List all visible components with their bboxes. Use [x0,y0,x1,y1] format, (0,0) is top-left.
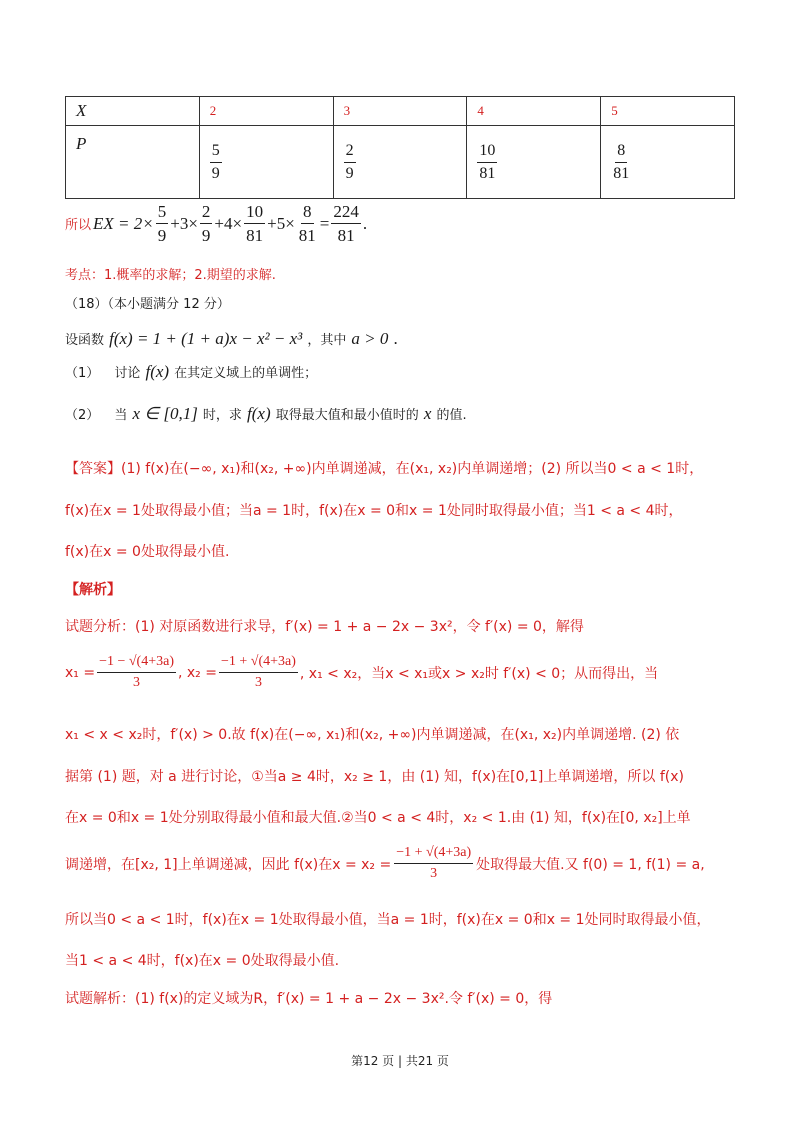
fraction: $\frac{8}{81}$ [298,202,316,245]
table-cell [333,126,467,199]
table-cell: 2 [199,97,333,126]
part-math: x [423,404,432,423]
part-text: 时，求 [202,408,242,423]
table-row-label: X [66,97,200,126]
condition: a > 0 [351,329,389,348]
table-cell: 3 [333,97,467,126]
intro-text: 设函数 [65,333,105,348]
analysis-text: x₁ = [65,664,96,681]
part-text: 取得最大值和最小值时的 [275,408,419,423]
operator: +3× [170,213,198,233]
analysis-title: 【解析】 [65,582,121,598]
analysis-line-3: x₁ < x < x₂时，f′(x) > 0.故 f(x)在(−∞, x₁)和(x₂, +∞)内单调递减，在(x₁, x₂)内单调递增. (2) 依 [65,727,680,743]
analysis-text: 调递增，在[x₂, 1]上单调递减，因此 f(x)在x = x₂ = [65,856,392,873]
table-cell [467,126,601,199]
expectation-lhs: EX = 2× [93,213,154,233]
fraction: $\frac{8}{81}$ [613,141,630,182]
table-cell [199,126,333,199]
problem-intro [65,329,398,349]
distribution-table [65,96,735,199]
fraction: $\frac{-1 - √(4+3a)}{3}$ [99,654,174,690]
fraction: $\frac{5}{9}$ [211,141,220,182]
solution-line: 试题解析：(1) f(x)的定义域为R，f′(x) = 1 + a − 2x − 3x².令 f′(x) = 0，得 [65,991,553,1007]
part-text: 的值. [436,408,467,423]
analysis-line-5: 在x = 0和x = 1处分别取得最小值和最大值.②当0 < a < 4时，x₂ < 1.由 (1) 知，f(x)在[0, x₂]上单 [65,810,691,826]
fraction: $\frac{-1 + √(4+3a)}{3}$ [220,654,296,690]
analysis-line-7: 所以当0 < a < 1时，f(x)在x = 1处取得最小值，当a = 1时，f(x)在x = 0和x = 1处同时取得最小值， [65,912,711,928]
part-number: （1） [65,366,100,381]
problem-header: （18）（本小题满分 12 分） [65,297,230,312]
operator: = [319,213,330,233]
fraction: $\frac{-1 + √(4+3a)}{3}$ [396,845,472,881]
intro-text: . [393,329,398,348]
problem-part-2 [65,404,467,424]
page-footer: 第12 页 | 共21 页 [351,1054,449,1068]
kaodian-line: 考点：1.概率的求解；2.期望的求解. [65,268,276,283]
operator: +5× [267,213,295,233]
operator: +4× [214,213,243,233]
analysis-text: , x₁ < x₂，当x < x₁或x > x₂时 f′(x) < 0；从而得出，当 [299,665,659,682]
expectation-prefix: 所以 [65,218,92,233]
analysis-text: 处取得最大值.又 f(0) = 1, f(1) = a, [476,856,705,873]
table-row-label: P [66,126,200,199]
analysis-text: , x₂ = [178,664,217,681]
fraction: $\frac{10}{81}$ [479,141,496,182]
table-cell: 4 [467,97,601,126]
fraction: $\frac{5}{9}$ [157,202,167,245]
intro-text: ，其中 [307,333,347,348]
fraction: $\frac{10}{81}$ [246,202,264,245]
analysis-line-4: 据第 (1) 题，对 a 进行讨论，①当a ≥ 4时，x₂ ≥ 1，由 (1) 知，f(x)在[0,1]上单调递增，所以 f(x) [65,769,684,785]
part-text: 讨论 [114,366,141,381]
table-row [66,97,735,126]
expectation-line [65,203,367,244]
part-math: f(x) [145,362,170,381]
part-math: f(x) [247,404,271,423]
table-cell [601,126,735,199]
function-definition: f(x) = 1 + (1 + a)x − x² − x³ [109,329,303,348]
part-math: x ∈ [0,1] [132,404,198,423]
part-number: （2） [65,408,100,423]
answer-line-1: 【答案】(1) f(x)在(−∞, x₁)和(x₂, +∞)内单调递减，在(x₁, x₂)内单调递增；(2) 所以当0 < a < 1时， [65,461,704,477]
problem-part-1 [65,362,317,382]
answer-line-2: f(x)在x = 1处取得最小值；当a = 1时，f(x)在x = 0和x = 1处同时取得最小值；当1 < a < 4时， [65,503,683,519]
fraction: $\frac{2}{9}$ [201,202,211,245]
table-cell: 5 [601,97,735,126]
analysis-line-6 [65,846,705,881]
part-text: 当 [114,408,128,423]
part-text: 在其定义域上的单调性； [174,366,318,381]
analysis-line-8: 当1 < a < 4时，f(x)在x = 0处取得最小值. [65,953,340,969]
operator: . [362,213,368,233]
fraction: $\frac{224}{81}$ [333,202,359,245]
analysis-line-1: 试题分析：(1) 对原函数进行求导，f′(x) = 1 + a − 2x − 3x²，令 f′(x) = 0，解得 [65,619,584,635]
answer-line-3: f(x)在x = 0处取得最小值. [65,544,230,560]
table-row [66,126,735,199]
analysis-line-2 [65,655,658,690]
fraction: $\frac{2}{9}$ [345,141,354,182]
